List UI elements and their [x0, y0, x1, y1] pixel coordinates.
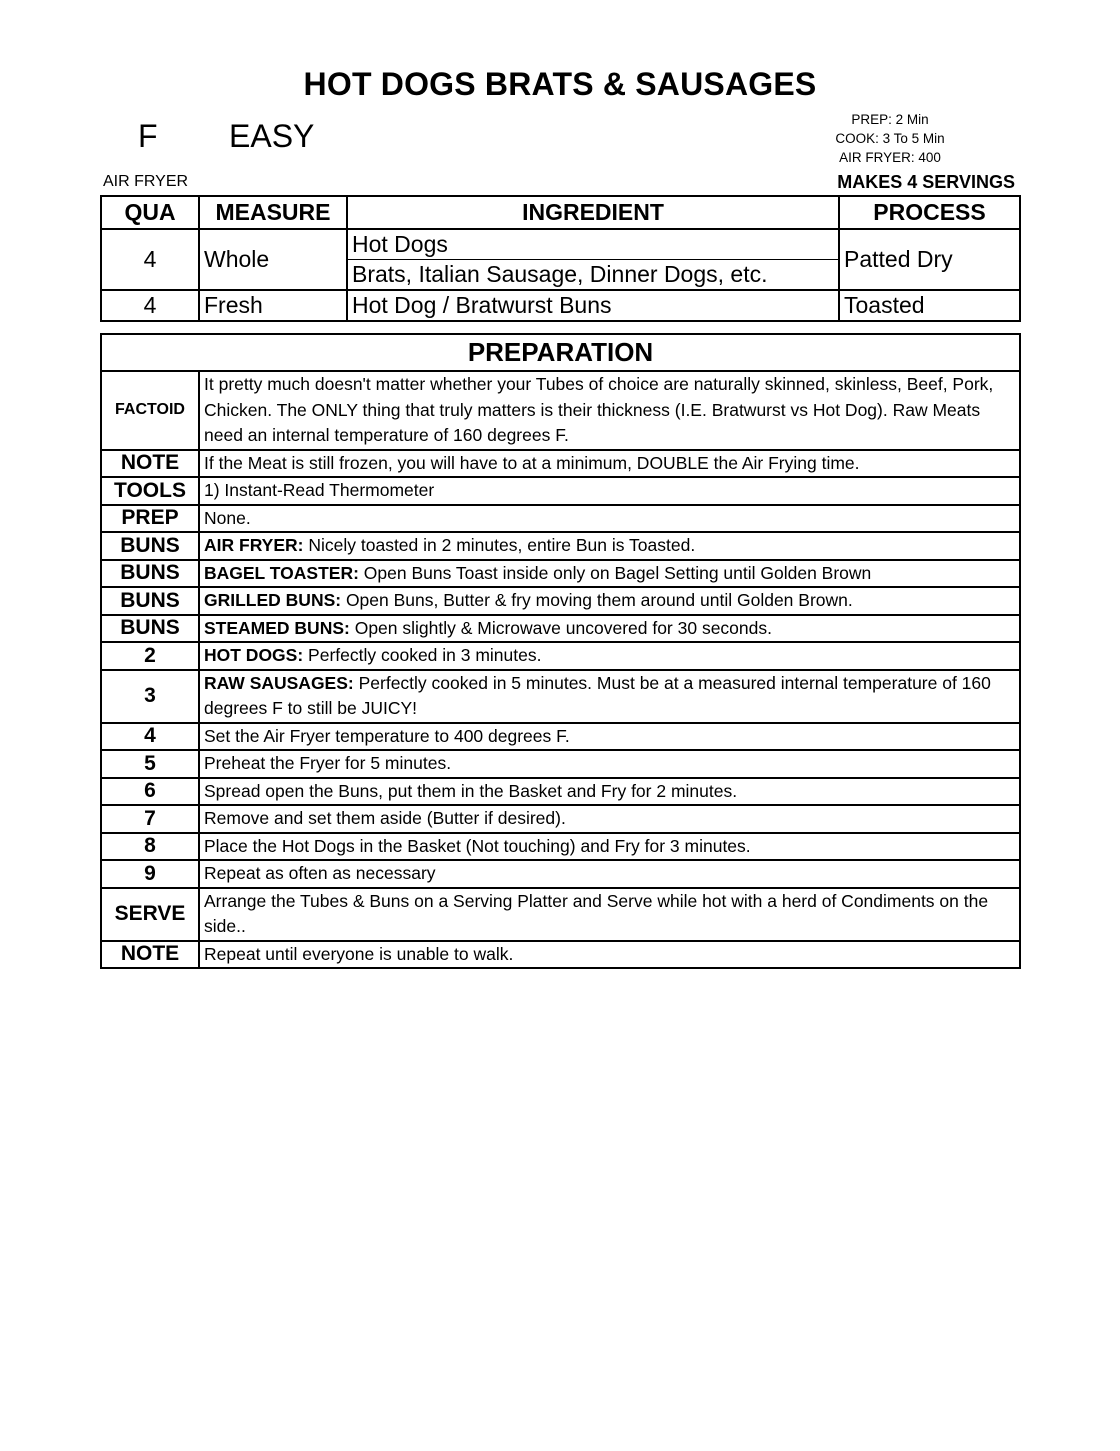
time-info: [790, 110, 990, 167]
step-heading: BAGEL TOASTER:: [204, 562, 359, 583]
step-text: [199, 941, 1020, 969]
step-text: [199, 450, 1020, 478]
preparation-row: [101, 833, 1020, 861]
ingredient-measure: Whole: [199, 229, 347, 290]
step-label: FACTOID: [101, 371, 199, 450]
step-label: SERVE: [101, 888, 199, 941]
preparation-row: [101, 723, 1020, 751]
step-heading: AIR FRYER:: [204, 535, 304, 555]
ingredient-name: Brats, Italian Sausage, Dinner Dogs, etc.: [347, 260, 839, 291]
ingredient-qty: 4: [101, 229, 199, 290]
preparation-steps: [101, 371, 1020, 968]
step-body: Open Buns Toast inside only on Bagel Setting until Golden Brown: [358, 562, 872, 583]
step-label: BUNS: [101, 587, 199, 615]
qty-header: QUA: [101, 196, 199, 229]
preparation-row: [101, 587, 1020, 615]
step-heading: STEAMED BUNS:: [204, 617, 350, 638]
preparation-row: [101, 560, 1020, 588]
ingredient-name: Hot Dog / Bratwurst Buns: [347, 290, 839, 321]
prep-time: PREP: 2 Min: [851, 112, 929, 127]
step-body: Preheat the Fryer for 5 minutes.: [204, 753, 452, 773]
preparation-row: [101, 750, 1020, 778]
step-body: Place the Hot Dogs in the Basket (Not touching) and Fry for 3 minutes.: [204, 835, 751, 856]
ingredient-row: [101, 290, 1020, 321]
step-text: [199, 587, 1020, 615]
step-body: 1) Instant-Read Thermometer: [204, 480, 435, 500]
step-text: [199, 505, 1020, 533]
step-body: None.: [204, 507, 251, 528]
step-body: Open slightly & Microwave uncovered for 30 seconds.: [349, 617, 772, 638]
preparation-row: [101, 505, 1020, 533]
step-text: [199, 860, 1020, 888]
process-header: PROCESS: [839, 196, 1020, 229]
step-label: 5: [101, 750, 199, 778]
step-heading: GRILLED BUNS:: [204, 590, 342, 610]
step-label: 4: [101, 723, 199, 751]
preparation-row: [101, 805, 1020, 833]
step-text: [199, 723, 1020, 751]
step-label: PREP: [101, 505, 199, 533]
step-heading: RAW SAUSAGES:: [204, 672, 354, 693]
step-label: BUNS: [101, 615, 199, 643]
ingredient-name: Hot Dogs: [347, 229, 839, 260]
preparation-row: [101, 941, 1020, 969]
difficulty-label: EASY: [229, 118, 315, 154]
step-label: TOOLS: [101, 477, 199, 505]
measure-header: MEASURE: [199, 196, 347, 229]
ingredient-measure: Fresh: [199, 290, 347, 321]
step-body: If the Meat is still frozen, you will have to at a minimum, DOUBLE the Air Frying time.: [204, 452, 860, 473]
step-body: Remove and set them aside (Butter if desired).: [204, 808, 566, 828]
cooking-method: AIR FRYER: [103, 173, 189, 190]
step-label: 2: [101, 642, 199, 670]
step-body: Spread open the Buns, put them in the Basket and Fry for 2 minutes.: [204, 780, 738, 801]
step-text: [199, 371, 1020, 450]
step-label: 8: [101, 833, 199, 861]
preparation-header-row: [101, 334, 1020, 371]
preparation-row: [101, 778, 1020, 806]
step-label: 3: [101, 670, 199, 723]
step-text: [199, 888, 1020, 941]
ingredient-process: Toasted: [839, 290, 1020, 321]
servings-label: MAKES 4 SERVINGS: [837, 172, 1015, 192]
step-heading: HOT DOGS:: [204, 645, 304, 665]
step-text: [199, 670, 1020, 723]
preparation-row: [101, 642, 1020, 670]
step-text: [199, 532, 1020, 560]
preparation-row: [101, 450, 1020, 478]
step-text: [199, 615, 1020, 643]
ingredient-process: Patted Dry: [839, 229, 1020, 290]
recipe-title: HOT DOGS BRATS & SAUSAGES: [303, 66, 817, 102]
preparation-row: [101, 371, 1020, 450]
recipe-code: F: [138, 118, 158, 154]
step-text: [199, 750, 1020, 778]
preparation-row: [101, 477, 1020, 505]
step-body: Open Buns, Butter & fry moving them around until Golden Brown.: [341, 590, 853, 610]
step-text: [199, 778, 1020, 806]
step-text: [199, 805, 1020, 833]
step-text: [199, 833, 1020, 861]
step-body: Perfectly cooked in 3 minutes.: [303, 645, 542, 665]
step-body: Arrange the Tubes & Buns on a Serving Platter and Serve while hot with a herd of Condiments on the side..: [204, 890, 989, 936]
step-label: BUNS: [101, 532, 199, 560]
step-label: 7: [101, 805, 199, 833]
fryer-temp: AIR FRYER: 400: [839, 150, 941, 165]
preparation-row: [101, 615, 1020, 643]
ingredients-header-row: [101, 196, 1020, 229]
ingredient-header: INGREDIENT: [347, 196, 839, 229]
step-label: BUNS: [101, 560, 199, 588]
preparation-row: [101, 888, 1020, 941]
step-text: [199, 642, 1020, 670]
preparation-table: [100, 333, 1021, 969]
step-body: Set the Air Fryer temperature to 400 degrees F.: [204, 725, 570, 746]
ingredients-table: [100, 195, 1021, 322]
step-body: Repeat as often as necessary: [204, 863, 436, 883]
preparation-row: [101, 860, 1020, 888]
preparation-row: [101, 532, 1020, 560]
step-text: [199, 560, 1020, 588]
preparation-title: PREPARATION: [101, 334, 1020, 371]
cook-time: COOK: 3 To 5 Min: [835, 131, 945, 146]
step-label: NOTE: [101, 941, 199, 969]
step-body: It pretty much doesn't matter whether your Tubes of choice are naturally skinned, skinless, Beef, Pork, Chicken. The ONLY thing that truly matters is their thickness (I.E. Bratwurst vs Hot Dog). Raw Meats need an internal temperature of 160 degrees F.: [204, 374, 994, 445]
ingredient-qty: 4: [101, 290, 199, 321]
ingredient-row: [101, 229, 1020, 260]
step-label: NOTE: [101, 450, 199, 478]
step-label: 9: [101, 860, 199, 888]
preparation-row: [101, 670, 1020, 723]
step-label: 6: [101, 778, 199, 806]
step-body: Perfectly cooked in 5 minutes. Must be at a measured internal temperature of 160 degrees F to still be JUICY!: [204, 672, 991, 718]
step-body: Repeat until everyone is unable to walk.: [204, 943, 514, 964]
step-text: [199, 477, 1020, 505]
step-body: Nicely toasted in 2 minutes, entire Bun is Toasted.: [303, 535, 696, 555]
